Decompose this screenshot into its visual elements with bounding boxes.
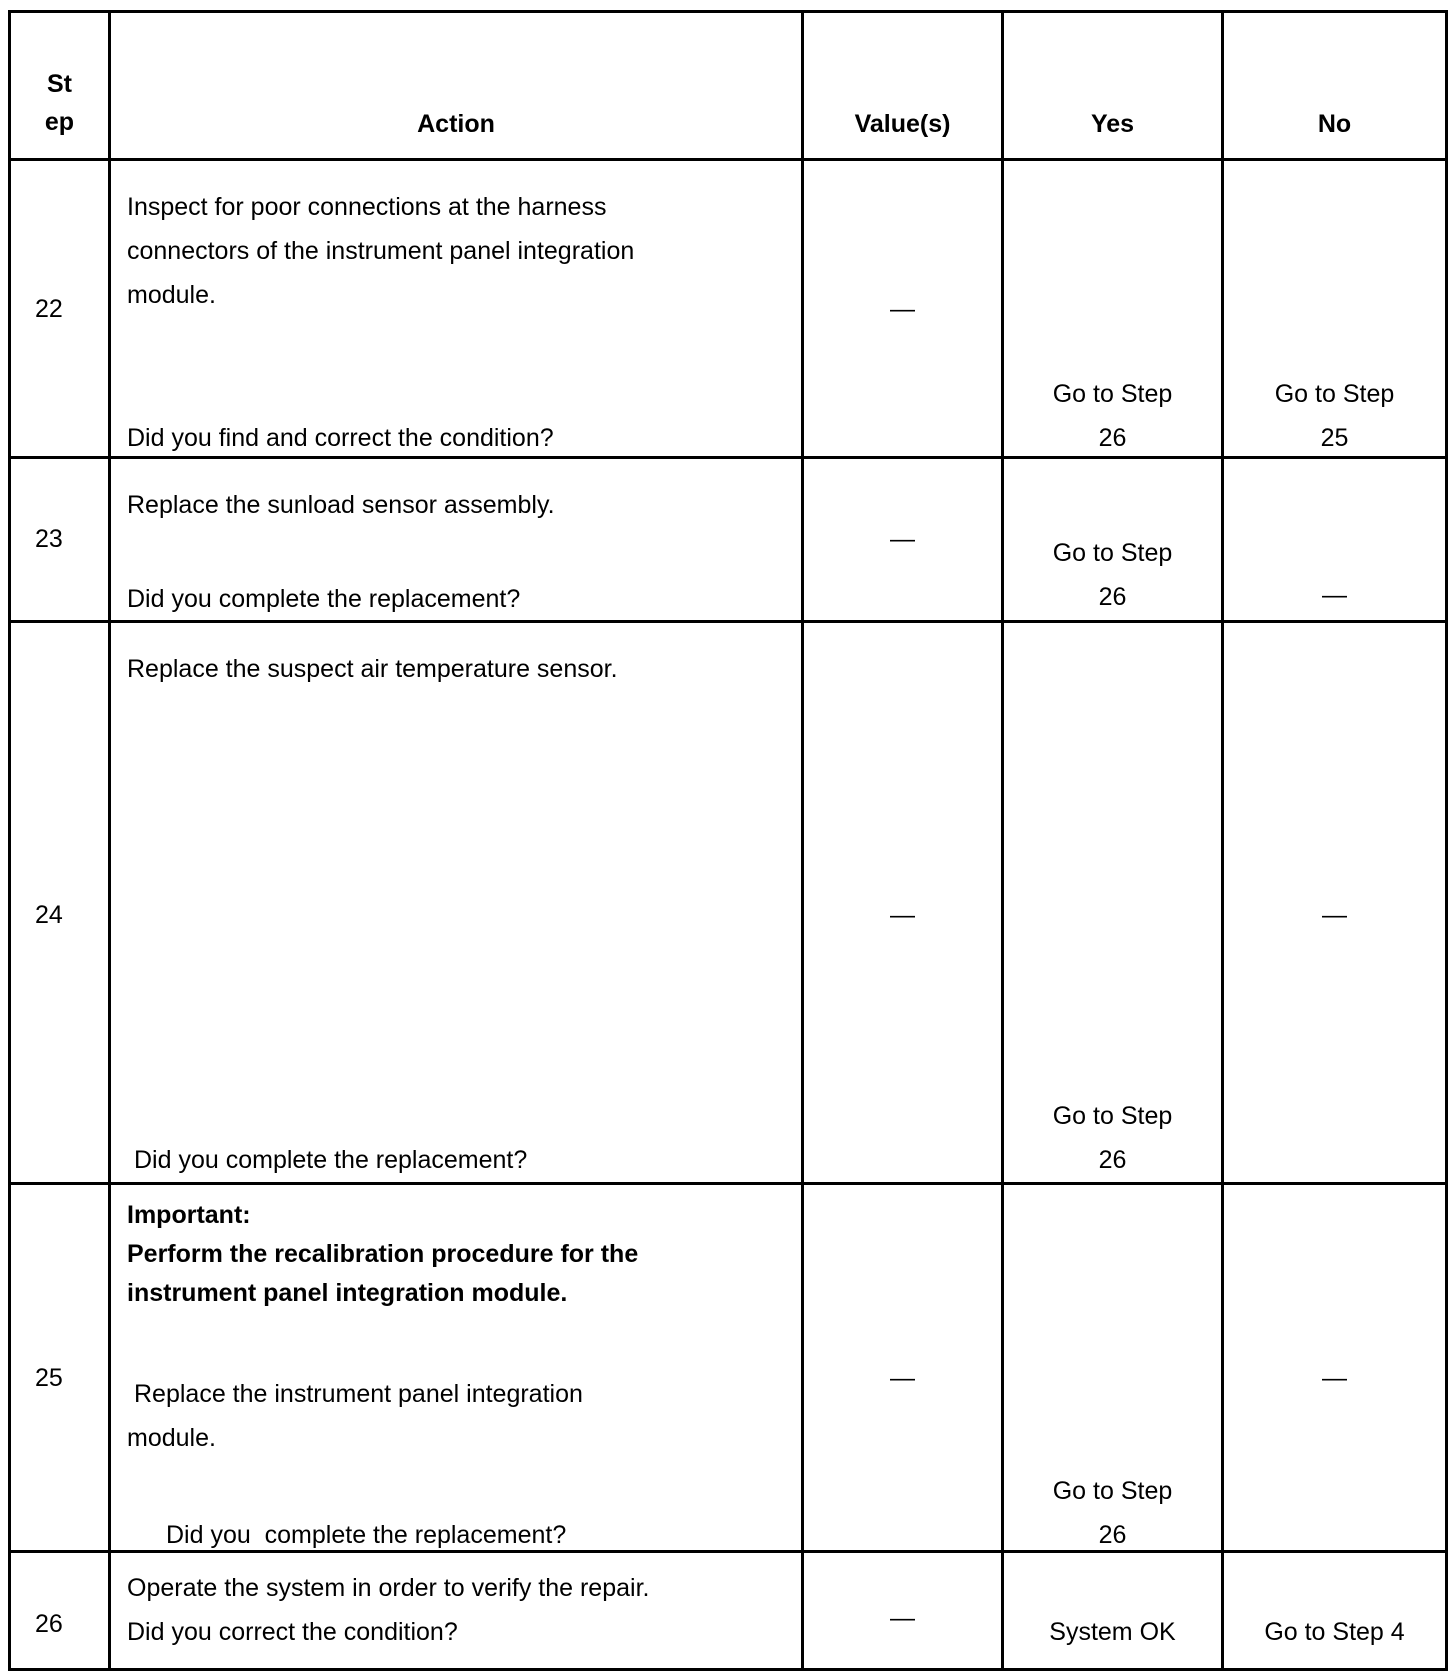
- action-line: Replace the instrument panel integration: [134, 1380, 583, 1408]
- row-divider: [8, 1182, 1448, 1185]
- value-cell: —: [890, 1364, 915, 1392]
- step-number: 22: [35, 295, 63, 323]
- important-line: Perform the recalibration procedure for the: [127, 1240, 639, 1268]
- yes-line: Go to Step: [1052, 1477, 1173, 1505]
- table-border-bottom: [8, 1668, 1448, 1671]
- col-divider-step: [108, 10, 111, 1671]
- yes-line: 26: [1098, 1521, 1127, 1549]
- no-line: 25: [1320, 424, 1349, 452]
- yes-cell: [1004, 1469, 1221, 1557]
- yes-cell: System OK: [1049, 1618, 1176, 1646]
- no-line: Go to Step: [1274, 380, 1395, 408]
- action-question: Did you correct the condition?: [127, 1618, 458, 1646]
- no-cell: —: [1322, 581, 1347, 609]
- no-cell: —: [1322, 901, 1347, 929]
- no-cell: Go to Step 4: [1264, 1618, 1405, 1646]
- header-yes: Yes: [1090, 110, 1135, 138]
- header-no: No: [1317, 110, 1352, 138]
- yes-line: Go to Step: [1052, 380, 1173, 408]
- col-divider-action: [801, 10, 804, 1671]
- yes-cell: [1004, 372, 1221, 460]
- header-divider: [8, 158, 1448, 161]
- col-divider-yes: [1221, 10, 1224, 1671]
- yes-line: 26: [1098, 1146, 1127, 1174]
- yes-cell: [1004, 1094, 1221, 1182]
- important-label: Important:: [127, 1201, 251, 1229]
- action-line: module.: [127, 1424, 216, 1452]
- no-cell: [1224, 372, 1445, 460]
- step-number: 23: [35, 525, 63, 553]
- header-step: [11, 65, 108, 141]
- header-action: Action: [417, 110, 495, 138]
- step-number: 24: [35, 901, 63, 929]
- header-step-line1: St: [47, 70, 72, 98]
- important-line: instrument panel integration module.: [127, 1279, 568, 1307]
- yes-line: 26: [1098, 424, 1127, 452]
- step-number: 26: [35, 1610, 63, 1638]
- action-line: Inspect for poor connections at the harness: [127, 193, 607, 221]
- value-cell: —: [890, 295, 915, 323]
- action-line: Replace the sunload sensor assembly.: [127, 491, 555, 519]
- value-cell: —: [890, 525, 915, 553]
- action-question: Did you complete the replacement?: [166, 1521, 567, 1549]
- action-line: module.: [127, 281, 216, 309]
- action-question: Did you find and correct the condition?: [127, 424, 554, 452]
- yes-line: Go to Step: [1052, 1102, 1173, 1130]
- no-cell: —: [1322, 1364, 1347, 1392]
- table-border-top: [8, 10, 1448, 13]
- value-cell: —: [890, 901, 915, 929]
- step-number: 25: [35, 1364, 63, 1392]
- table-border-right: [1445, 10, 1448, 1671]
- action-line: connectors of the instrument panel integration: [127, 237, 635, 265]
- col-divider-value: [1001, 10, 1004, 1671]
- action-question: Did you complete the replacement?: [134, 1146, 528, 1174]
- yes-line: Go to Step: [1052, 539, 1173, 567]
- action-line: Replace the suspect air temperature sensor.: [127, 655, 618, 683]
- yes-cell: [1004, 531, 1221, 619]
- action-question: Did you complete the replacement?: [127, 585, 521, 613]
- yes-line: 26: [1098, 583, 1127, 611]
- value-cell: —: [890, 1604, 915, 1632]
- table-border-left: [8, 10, 11, 1671]
- action-line: Operate the system in order to verify the repair.: [127, 1574, 650, 1602]
- header-values: Value(s): [854, 110, 951, 138]
- header-step-line2: ep: [44, 108, 75, 136]
